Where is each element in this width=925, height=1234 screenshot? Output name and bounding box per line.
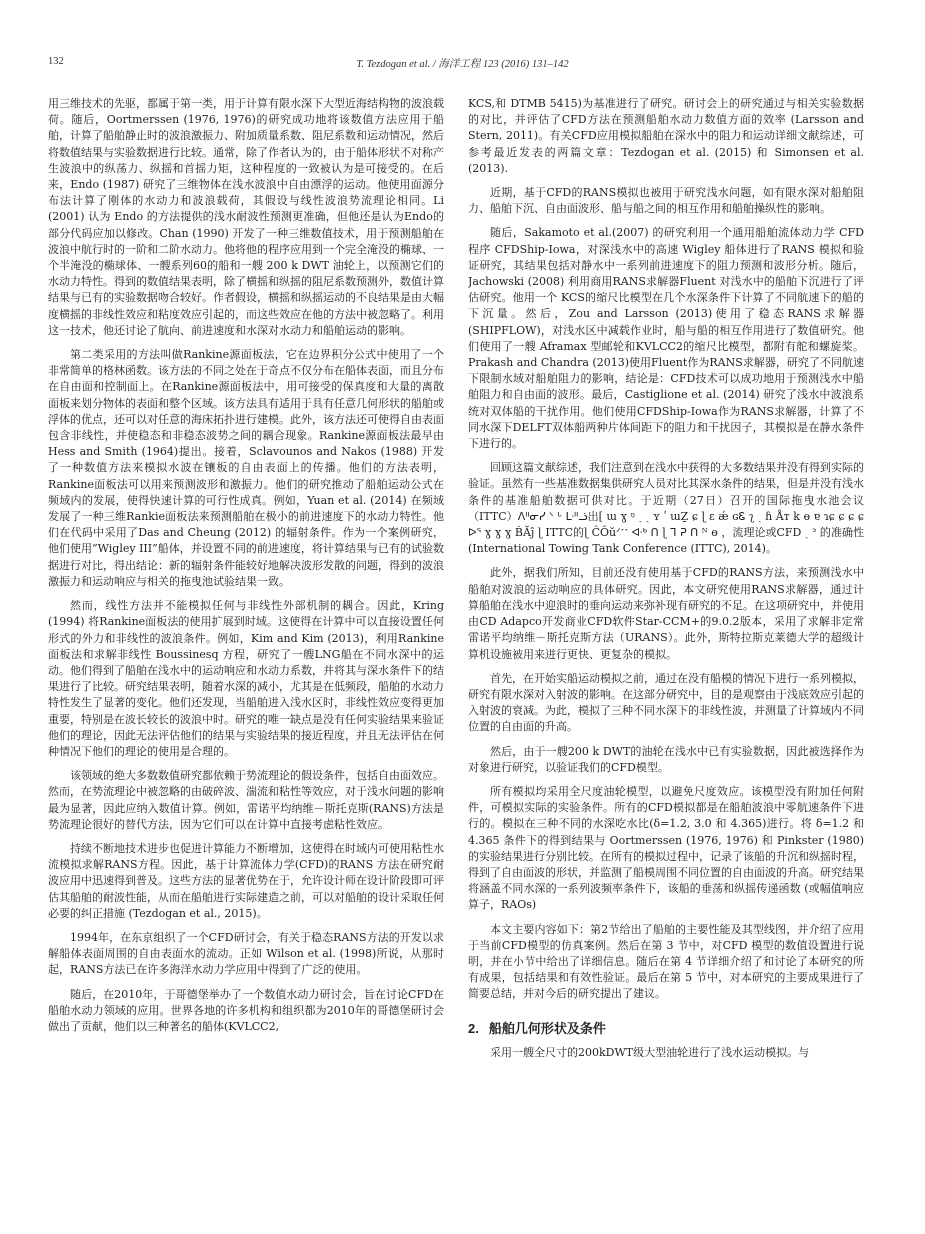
page-header [48,56,877,72]
paragraph: 该领域的绝大多数数值研究都依赖于势流理论的假设条件，包括自由面效应。然而，在势流理论中被忽略的由破碎波、湍流和粘性等效应，对于浅水问题的影响最为显著，因此应纳入数值计算。例如，雷诺平均纳维－斯托克斯(RANS)方法是势流理论很好的替代方法，因为它们可以在计算中直接考虑粘性效应。 [48,769,444,831]
paragraph: 用三维技术的先驱，都属于第一类，用于计算有限水深下大型近海结构物的波浪载荷。随后，Oortmerssen (1976, 1976)的研究成功地将该数值方法应用于船舶，计算了船舶静止时的波浪激振力、附加质量系数、阻尼系数和运动情况，然后将数值结果与实验数据进行比较。通常，除了作者认为的，由于船体形状不对称产生波浪中的纵荡力、纵摇和首摇力矩，这种程度的一致被认为是可接受的。在后来，Endo (1987) 研究了三维物体在浅水波浪中自由漂浮的运动。他使用面源分布法计算了刚体的水动力和波浪载荷，其假设与线性波浪势流理论相同。Li (2001) 认为 Endo 的方法提供的浅水耐波性预测更准确，但他还是认为Endo的部分代码应加以修改。Chan (1990) 开发了一种三维数值技术，用于预测船舶在波浪中航行时的一阶和二阶水动力。他将他的程序应用到一个完全淹没的椭球、一个半淹没的椭球体、一艘系列60的船和一艘 200 k DWT 油轮上，以预测它们的水动力特性。得到的数值结果表明，除了横摇和纵摇的阻尼系数预测外，数值计算结果与已有的实验数据吻合较好。作者假设，横摇和纵摇运动的不良结果是由大幅度横摇的非线性效应和粘度效应引起的，而这些效应在他的方法中被忽略了。利用这一技术，他还讨论了航向、前进速度和水深对水动力和船舶运动的影响。 [48,97,444,337]
paragraph: 本文主要内容如下：第2节给出了船舶的主要性能及其型线图，并介绍了应用于当前CFD模型的仿真案例。然后在第 3 节中，对CFD 模型的数值设置进行说明，并在小节中给出了详细信息。随后在第 4 节详细介绍了和讨论了本研究的所有成果，包括结果和有效性验证。最后在第 5 节中，对本研究的主要成果进行了简要总结，并对今后的研究提出了建议。 [468,922,864,1001]
section-number: 2. [468,1020,479,1036]
running-title: T. Tezdogan et al. / 海洋工程 123 (2016) 131–142 [356,59,569,70]
right-column [468,96,864,1226]
paragraph: 然后，由于一艘200 k DWT的油轮在浅水中已有实验数据，因此被选择作为对象进行研究，以验证我们的CFD模型。 [468,744,864,774]
paragraph: 首先，在开始实船运动模拟之前，通过在没有船模的情况下进行一系列模拟，研究有限水深对入射波的影响。在这部分研究中，目的是观察由于浅底效应引起的入射波的衰减。为此，模拟了三种不同水深下的非线性波，并测量了计算域内不同位置的自由面的升高。 [468,671,864,734]
page-number: 132 [48,56,64,67]
paragraph: 近期，基于CFD的RANS模拟也被用于研究浅水问题，如有限水深对船舶阻力、船舶下沉、自由面波形、船与船之间的相互作用和船舶操纵性的影响。 [468,186,864,216]
paragraph: 第二类采用的方法叫做Rankine源面板法，它在边界积分公式中使用了一个非常简单的格林函数。该方法的不同之处在于奇点不仅分布在船体表面，而且分布在自由面和控制面上。在Rankine源面板法中，用可接受的保真度和大量的离散面板来划分物体的表面和整个区域。该方法具有适用于具有任意几何形状的船舶或浮体的优点，还可以对任意的海床拓扑进行建模。此外，该方法还可使得自由表面包含非线性，并使稳态和非稳态波势之间的耦合现象。Rankine源面板法最早由Hess and Smith (1964)提出。接着，Sclavounos and Nakos (1988) 开发了一种数值方法来模拟水波在镶板的自由表面上的传播。他们的方法表明，Rankine面板法可以用来预测波形和激振力。他们的研究推动了船舶运动公式在频域内的发展，使得快速计算的可行性成真。例如，Yuan et al. (2014) 在频域发展了一种三维Rankie面板法来预测船舶在极小的前进速度下的水动力特性。他们在代码中采用了Das and Cheung (2012) 的辐射条件。作为一个案例研究，他们使用“Wigley III”船体，并设置不同的前进速度，将计算结果与已有的试验数据进行对比，得出结论：新的辐射条件能较好地解决波形发散的问题，得到的波浪激振力和运动响应与相关的拖曳池试验结果一致。 [48,348,444,588]
left-column [48,96,444,1226]
paragraph: 1994年，在东京组织了一个CFD研讨会，有关于稳态RANS方法的开发以求解船体表面周围的自由表面水的流动。正如 Wilson et al. (1998)所说，从那时起，RANS方法已在许多海洋水动力学应用中得到了广泛的使用。 [48,930,444,977]
section-title: 船舶几何形状及条件 [488,1020,606,1036]
paragraph: 随后，在2010年，于哥德堡举办了一个数值水动力研讨会，旨在讨论CFD在船舶水动力领域的应用。世界各地的许多机构和组织都为2010年的哥德堡研讨会做出了贡献，他们以三种著名的船体(KVLCC2, [48,987,444,1033]
paragraph: 持续不断地技术进步也促进计算能力不断增加，这使得在时域内可使用粘性水流模拟求解RANS方程。因此，基于计算流体力学(CFD)的RANS 方法在研究耐波应用中迅速得到普及。这些方法的显著优势在于，允许设计师在设计阶段即可评估其船舶的耐波性能，从而在船舶进行实际建造之前，可以对船舶的设计采取任何必要的纠正措施 (Tezdogan et al., 2015)。 [48,841,444,920]
paragraph: 此外，据我们所知，目前还没有使用基于CFD的RANS方法，来预测浅水中船舶对波浪的运动响应的具体研究。因此，本文研究使用RANS求解器，通过计算船舶在浅水中迎浪时的垂向运动来弥补现有研究的不足。在这项研究中，并使用由CD Adapco开发商业CFD软件Star-CCM+的9.0.2版本，采用了求解非定常雷诺平均纳维－斯托克斯方法（URANS）。此外，斯特拉斯克莱德大学的超级计算机设施被用来进行更快、更复杂的模拟。 [468,566,864,661]
paragraph: 然而，线性方法并不能模拟任何与非线性外部机制的耦合。因此，Kring (1994) 将Rankine面板法的使用扩展到时域。这使得在计算中可以直接设置任何形式的外力和非线性的波浪条件。例如，Kim and Kim (2013)，利用Rankine面板法和求解非线性 Boussinesq 方程，研究了一艘LNG船在不同水深中的运动。他们得到了船舶在浅水中的运动响应和水动力系数，并将其与深水条件下的结果进行了比较。研究结果表明，随着水深的减小，尤其是在低频段，船舶的水动力特性发生了显著的变化。他们还发现，当船舶进入浅水区时，非线性效应变得更加重要，特别是在波长较长的波浪中时。研究的唯一缺点是没有任何实验结果来验证他们的理论，因此无法评估他们的结果与实验结果的接近程度，并且无法评估在何种情况下他们的理论的使用是合理的。 [48,599,444,758]
paragraph: 随后，Sakamoto et al.(2007) 的研究利用一个通用船舶流体动力学 CFD程序 CFDShip-Iowa，对深浅水中的高速 Wigley 船体进行了RANS 模拟和验证研究，其结果包括对静水中一系列前进速度下的阻力预测和波形分析。随后，Jachowski (2008) 利用商用RANS求解器Fluent 对浅水中的船舶下沉进行了评估研究。他用一个 KCS的缩尺比模型在几个水深条件下计算了不同航速下的船的下沉量。然后，Zou and Larsson (2013)使用了稳态RANS求解器(SHIPFLOW)，对浅水区中减载作业时，船与船的相互作用进行了数值研究。他们使用了一艘 Aframax 型邮轮和KVLCC2的缩尺比模型，都附有舵和螺旋桨。Prakash and Chandra (2013)使用Fluent作为RANS求解器，研究了不同航速下限制水域对船舶阻力的影响，结论是：CFD技术可以成功地用于预测浅水中船舶阻力和自由面的波形。最后，Castiglione et al. (2014) 研究了浅水中波浪系统对双体船的干扰作用。他们使用CFDShip-Iowa作为RANS求解器，计算了不同水深下DELFT双体船两种片体间距下的阻力和干扰因子，其模拟是在静水条件下进行的。 [468,226,864,451]
paragraph: 采用一艘全尺寸的200kDWT级大型油轮进行了浅水运动模拟。与 [490,1045,810,1059]
paragraph: 回顾这篇文献综述，我们注意到在浅水中获得的大多数结果并没有得到实际的验证。虽然有一些基准数据集供研究人员对比其深水条件的结果，但是并没有浅水条件的基准船舶数据可供对比。于近期（27日）召开的国际拖曳水池会议（ITTC）ᐱᐦᓂᓯ ᐠ ᒡ ᒷᐦᓘ出[ ɯ ɣ ᵑ ˏ ˎ ʏ ʹ ɯẔ ɕ ɭ ɛ ǽ ɢᏋ ʅ ˏ ɦ Åᴛ k ɵ ɐ ɿɕ ɕ ɕ ɕ ᐅᕐ ɣ ɣ ɣ ḂĂĵ ɭ ITTC的ɭ ĈŌŭᐟ˹˺ ᐘᒃ ᑎ ɭ ᒣ ᕈ ᑎ ᴺ ɵ ，流理论或CFD ˎ ᐣ 的准确性 (International Towing Tank Conference (ITTC), 2014)。 [468,461,864,556]
section-heading [468,1021,864,1037]
paragraph: KCS,和 DTMB 5415)为基准进行了研究。研讨会上的研究通过与相关实验数据的对比，并评估了CFD方法在预测船舶水动力数值方面的效率 (Larsson and Stern, 2011)。有关CFD应用模拟船舶在深水中的阻力和运动详细文献综述，可参考最近发表的两篇文章：Tezdogan et al. (2015) 和 Simonsen et al.(2013). [468,97,864,175]
paragraph: 所有模拟均采用全尺度油轮模型，以避免尺度效应。该模型没有附加任何附件，可模拟实际的实验条件。所有的CFD模拟都是在船舶波浪中零航速条件下进行的。模拟在三种不同的水深吃水比(δ=1.2, 3.0 和 4.365)进行。将 δ=1.2 和 4.365 条件下的得到结果与 Oortmerssen (1976, 1976) 和 Pinkster (1980)的实验结果进行分别比较。在所有的模拟过程中，记录了该船的升沉和纵摇时程，得到了自由面波的形状，并监测了船模周围不同位置的自由面波的升高。研究结果将涵盖不同水深的一系列波频率条件下，该船的垂荡和纵摇传递函数 (或幅值响应算子，RAOs) [468,784,864,912]
